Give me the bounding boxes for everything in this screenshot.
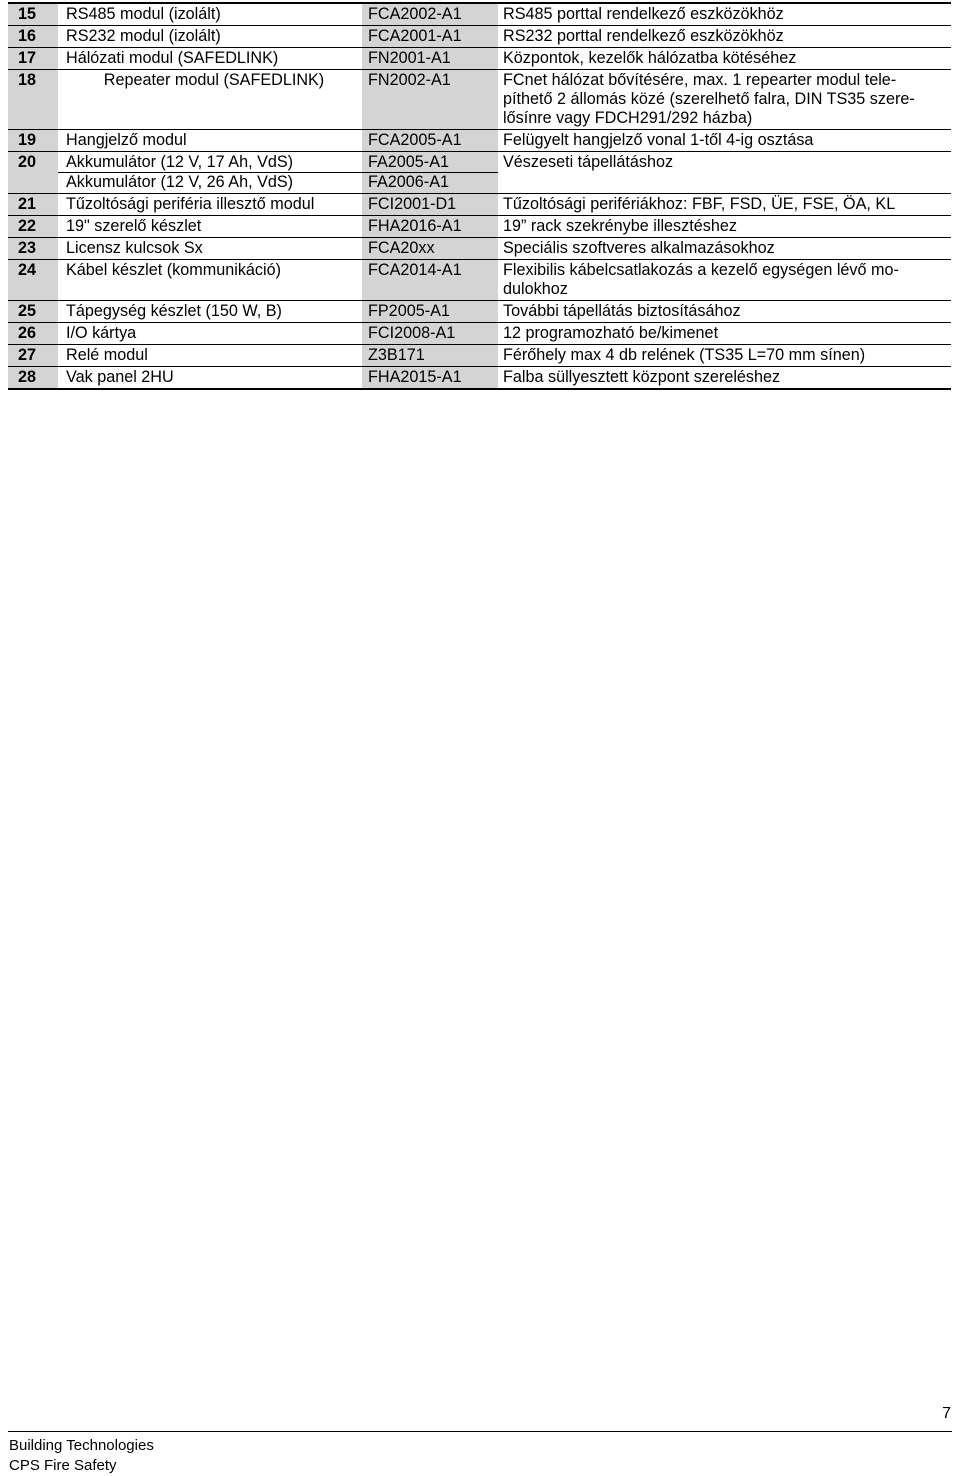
item-description: Felügyelt hangjelző vonal 1-től 4-ig osztása (498, 130, 951, 152)
item-description: Férőhely max 4 db relének (TS35 L=70 mm sínen) (498, 345, 951, 367)
item-name: 19" szerelő készlet (58, 216, 362, 238)
table-row (8, 367, 951, 390)
item-code: FCA2005-A1 (362, 130, 498, 152)
item-description: Flexibilis kábelcsatlakozás a kezelő egységen lévő mo- dulokhoz (498, 260, 951, 301)
item-number: 22 (8, 216, 58, 238)
item-name: Hangjelző modul (58, 130, 362, 152)
table-row (8, 301, 951, 323)
page-number: 7 (942, 1405, 951, 1422)
item-name: Hálózati modul (SAFEDLINK) (58, 48, 362, 70)
item-description: Falba süllyesztett központ szereléshez (498, 367, 951, 390)
item-number: 20 (8, 152, 58, 194)
table-row (8, 345, 951, 367)
product-table (8, 2, 951, 390)
product-table-body (8, 3, 951, 389)
item-code: FP2005-A1 (362, 301, 498, 323)
item-name: I/O kártya (58, 323, 362, 345)
item-code: Z3B171 (362, 345, 498, 367)
item-description: RS485 porttal rendelkező eszközökhöz (498, 3, 951, 26)
item-number: 19 (8, 130, 58, 152)
item-description: Vészeseti tápellátáshoz (498, 152, 951, 194)
item-description: Tűzoltósági perifériákhoz: FBF, FSD, ÜE, FSE, ÖA, KL (498, 194, 951, 216)
table-row (8, 48, 951, 70)
item-number: 23 (8, 238, 58, 260)
item-name-b: Akkumulátor (12 V, 26 Ah, VdS) (58, 172, 362, 192)
table-row (8, 26, 951, 48)
item-name: Kábel készlet (kommunikáció) (58, 260, 362, 301)
item-code-b: FA2006-A1 (362, 172, 498, 192)
item-description: További tápellátás biztosításához (498, 301, 951, 323)
table-row (8, 152, 951, 194)
item-description: 19” rack szekrénybe illesztéshez (498, 216, 951, 238)
item-code: FN2001-A1 (362, 48, 498, 70)
item-description: Speciális szoftveres alkalmazásokhoz (498, 238, 951, 260)
item-name-a: Akkumulátor (12 V, 17 Ah, VdS) (66, 153, 294, 171)
item-number: 25 (8, 301, 58, 323)
footer-divider (8, 1431, 952, 1432)
item-description: Központok, kezelők hálózatba kötéséhez (498, 48, 951, 70)
item-name (58, 152, 362, 194)
footer (9, 1436, 154, 1476)
table-row (8, 260, 951, 301)
item-code: FN2002-A1 (362, 70, 498, 130)
item-description: FCnet hálózat bővítésére, max. 1 repearter modul tele- píthető 2 állomás közé (szerelhető falra, DIN TS35 szere- lősínre vagy FDCH291/292 házba) (498, 70, 951, 130)
item-name: Repeater modul (SAFEDLINK) (58, 70, 362, 130)
item-number: 27 (8, 345, 58, 367)
item-code (362, 152, 498, 194)
item-code: FCI2008-A1 (362, 323, 498, 345)
item-code: FCA2014-A1 (362, 260, 498, 301)
item-name: RS232 modul (izolált) (58, 26, 362, 48)
item-number: 17 (8, 48, 58, 70)
table-row (8, 194, 951, 216)
table-row (8, 130, 951, 152)
item-number: 18 (8, 70, 58, 130)
item-number: 21 (8, 194, 58, 216)
table-row (8, 216, 951, 238)
item-number: 16 (8, 26, 58, 48)
table-row (8, 70, 951, 130)
item-number: 28 (8, 367, 58, 390)
item-number: 15 (8, 3, 58, 26)
item-name: Vak panel 2HU (58, 367, 362, 390)
item-name: Tápegység készlet (150 W, B) (58, 301, 362, 323)
item-name: RS485 modul (izolált) (58, 3, 362, 26)
item-description: 12 programozható be/kimenet (498, 323, 951, 345)
item-name: Relé modul (58, 345, 362, 367)
item-code: FHA2016-A1 (362, 216, 498, 238)
item-code: FCI2001-D1 (362, 194, 498, 216)
footer-company: Building Technologies (9, 1437, 154, 1454)
item-code-a: FA2005-A1 (368, 153, 449, 171)
table-row (8, 323, 951, 345)
item-code: FHA2015-A1 (362, 367, 498, 390)
item-code: FCA20xx (362, 238, 498, 260)
item-number: 26 (8, 323, 58, 345)
item-name: Licensz kulcsok Sx (58, 238, 362, 260)
item-code: FCA2002-A1 (362, 3, 498, 26)
item-code: FCA2001-A1 (362, 26, 498, 48)
footer-division: CPS Fire Safety (9, 1457, 117, 1474)
item-description: RS232 porttal rendelkező eszközökhöz (498, 26, 951, 48)
item-name: Tűzoltósági periféria illesztő modul (58, 194, 362, 216)
item-number: 24 (8, 260, 58, 301)
table-row (8, 3, 951, 26)
table-row (8, 238, 951, 260)
